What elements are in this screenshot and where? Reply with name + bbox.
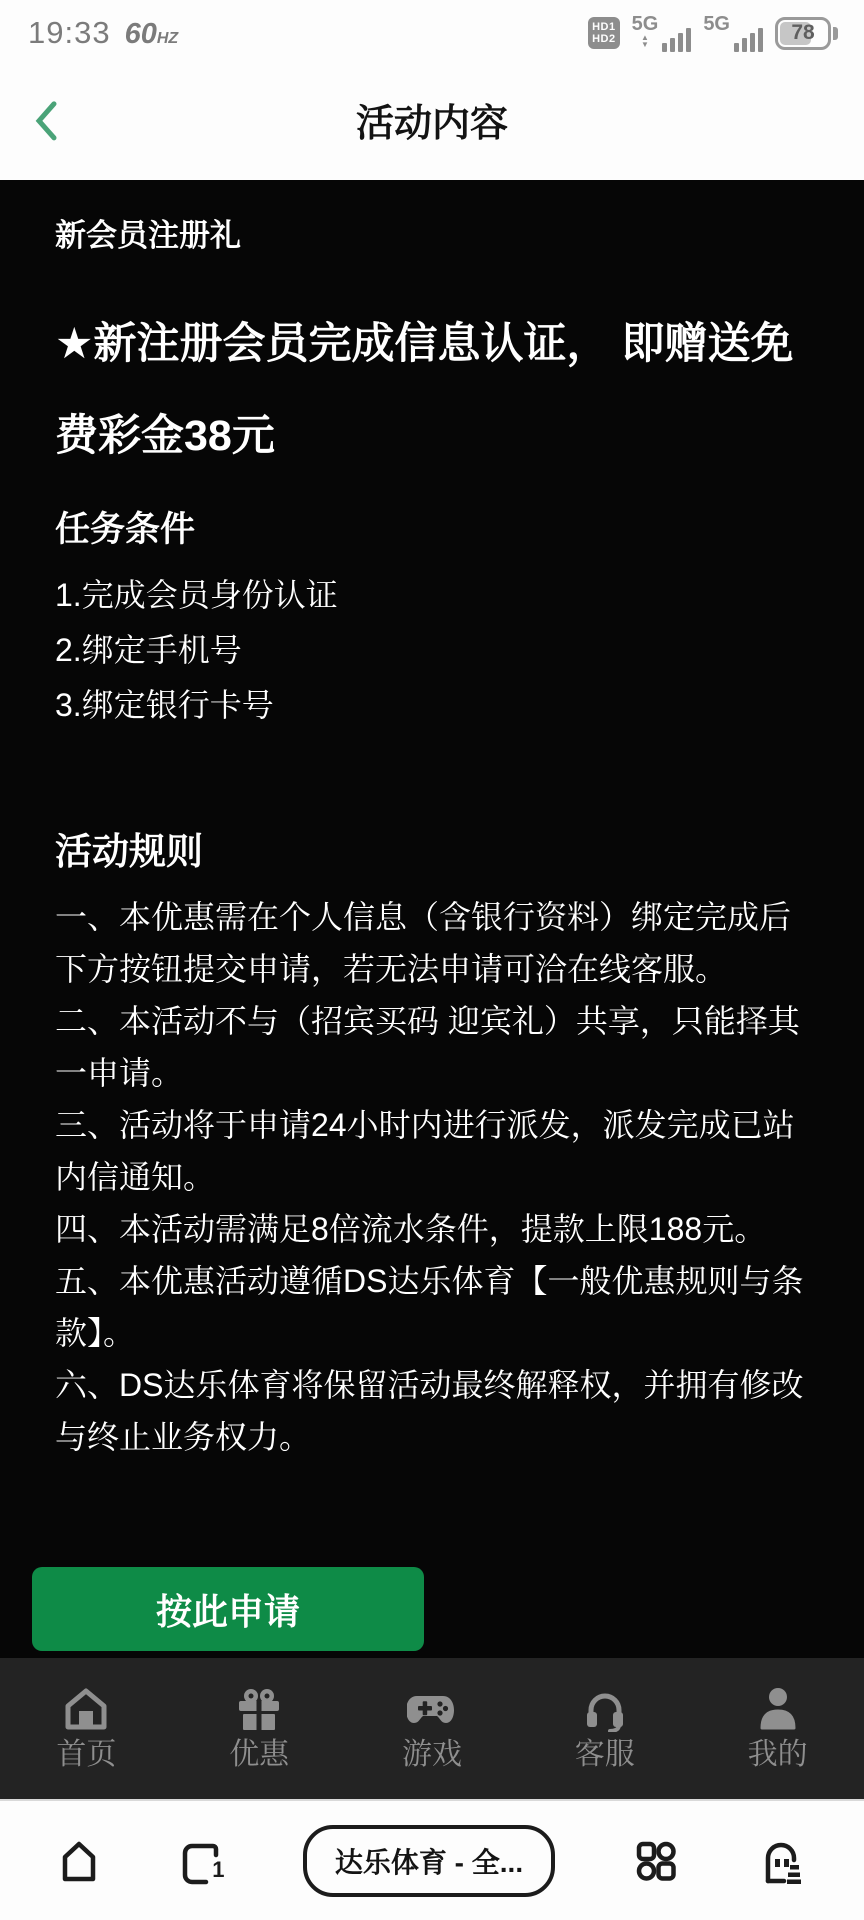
page-title: 活动内容 — [355, 102, 508, 145]
promo-headline: ★新注册会员完成信息认证， 即赠送免费彩金38元 — [55, 320, 794, 460]
status-left — [28, 15, 178, 51]
task-item: 2.绑定手机号 — [55, 632, 242, 668]
signal-sim1-icon: 5G ▲ ▼ — [632, 14, 692, 52]
reader-profile-icon[interactable] — [756, 1835, 808, 1887]
apply-button[interactable]: 按此申请 — [32, 1567, 424, 1651]
back-chevron-icon — [32, 100, 60, 142]
rule-item: 五、本优惠活动遵循DS达乐体育【一般优惠规则与条款】。 — [55, 1263, 804, 1351]
rule-item: 二、本活动不与（招宾买码 迎宾礼）共享，只能择其一申请。 — [55, 1003, 800, 1091]
gift-icon — [236, 1686, 282, 1732]
tab-profile[interactable]: 我的 — [691, 1658, 864, 1799]
tab-games[interactable]: 游戏 — [346, 1658, 519, 1799]
browser-tabs-icon[interactable] — [178, 1837, 226, 1885]
user-icon — [755, 1686, 801, 1732]
battery-icon — [775, 17, 838, 50]
task-list — [55, 568, 809, 733]
rule-item: 三、活动将于申请24小时内进行派发，派发完成已站内信通知。 — [55, 1107, 795, 1195]
task-item: 3.绑定银行卡号 — [55, 687, 274, 723]
task-item: 1.完成会员身份认证 — [55, 577, 338, 613]
url-pill[interactable]: 达乐体育 - 全... — [303, 1825, 555, 1897]
data-arrows-icon: ▲ ▼ — [641, 33, 649, 49]
clock: 19:33 — [28, 15, 111, 50]
refresh-rate-badge: 60HZ — [124, 18, 179, 50]
back-button[interactable] — [26, 98, 66, 144]
status-right — [588, 14, 838, 52]
tab-home[interactable]: 首页 — [0, 1658, 173, 1799]
battery-percent: 78 — [791, 21, 815, 44]
tab-support[interactable]: 客服 — [518, 1658, 691, 1799]
rule-item: 六、DS达乐体育将保留活动最终解释权，并拥有修改与终止业务权力。 — [55, 1367, 804, 1455]
apps-grid-icon[interactable] — [632, 1837, 680, 1885]
status-bar — [0, 0, 864, 58]
home-icon — [63, 1686, 109, 1732]
task-conditions-heading: 任务条件 — [55, 510, 196, 549]
browser-bar — [0, 1799, 864, 1920]
signal-sim2-icon: 5G — [703, 14, 763, 52]
browser-home-icon[interactable] — [56, 1838, 102, 1884]
activity-content — [0, 180, 864, 1658]
gamepad-icon — [407, 1686, 457, 1732]
headset-icon — [582, 1686, 628, 1732]
rules-list — [55, 891, 809, 1463]
app-header — [0, 58, 864, 180]
rule-item: 四、本活动需满足8倍流水条件，提款上限188元。 — [55, 1211, 767, 1247]
tab-count: 1 — [212, 1856, 225, 1882]
rule-item: 一、本优惠需在个人信息（含银行资料）绑定完成后下方按钮提交申请，若无法申请可洽在线客服。 — [55, 899, 792, 987]
tab-offers[interactable]: 优惠 — [173, 1658, 346, 1799]
app-tab-bar — [0, 1658, 864, 1799]
volte-hd-icon: HD1 HD2 — [588, 17, 620, 49]
activity-rules-heading: 活动规则 — [55, 831, 203, 872]
promo-subtitle: 新会员注册礼 — [55, 218, 241, 253]
